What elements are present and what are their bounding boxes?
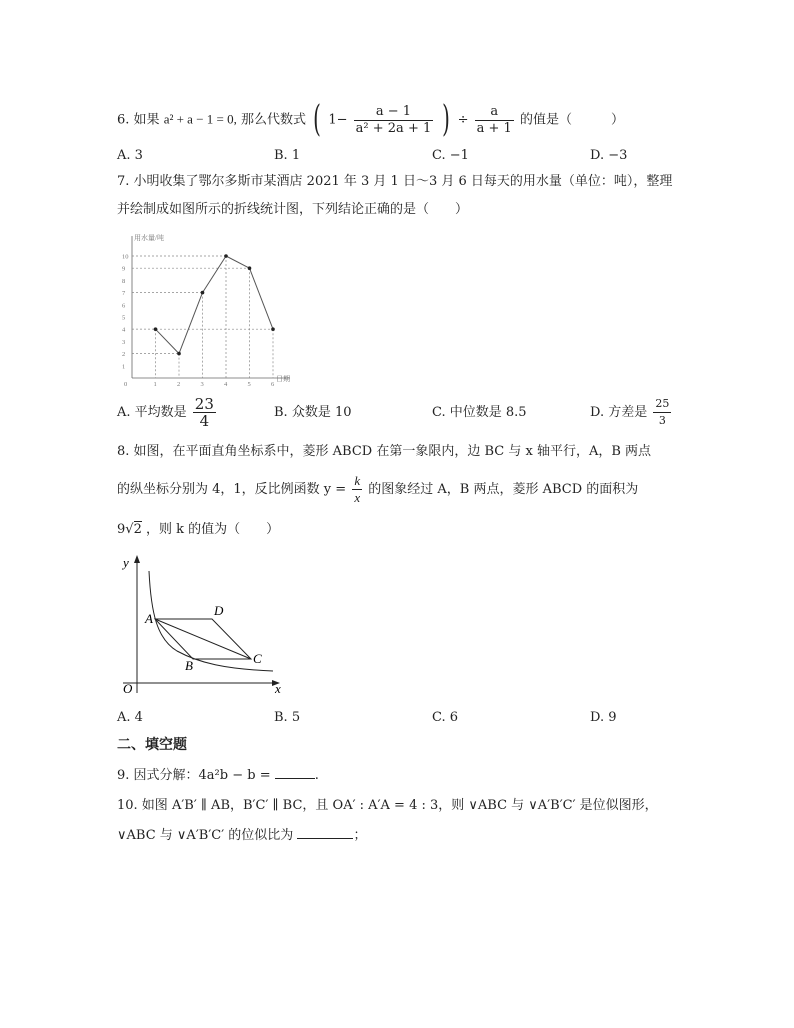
q7-option-a-numerator: 23: [194, 395, 214, 413]
q6-right-paren: ): [442, 99, 451, 140]
q10-line-2-text: ∨ABC 与 ∨A′B′C′ 的位似比为: [117, 828, 294, 843]
q6-fraction-2-denominator: a + 1: [476, 120, 512, 136]
chart-series-segment: [250, 268, 274, 329]
chart-data-point: [248, 266, 252, 270]
q8-x: x: [354, 490, 361, 505]
chart-x-tick-label: 0: [124, 381, 128, 388]
q7-option-d-fraction: [653, 396, 671, 429]
q7-option-c: C. 中位数是 8.5: [432, 405, 527, 420]
chart-series-segment: [156, 329, 180, 353]
question-6: [117, 99, 624, 140]
q8-line-2-start: 的纵坐标分别为 4，1，反比例函数 y =: [117, 482, 347, 497]
q6-option-c: C. −1: [432, 148, 469, 163]
q6-suffix: 的值是（ ）: [519, 112, 624, 128]
q7-option-d: [590, 394, 673, 432]
chart-data-point: [271, 327, 275, 331]
q6-divide: ÷: [457, 112, 469, 128]
fig-label-c: C: [253, 651, 262, 666]
q7-option-a-prefix: A. 平均数是: [117, 405, 187, 420]
q8-k-over-x: [352, 473, 362, 506]
q6-fraction-1-numerator: a − 1: [354, 104, 434, 121]
q8-line-2-end: 的图象经过 A，B 两点，菱形 ABCD 的面积为: [368, 482, 639, 497]
chart-y-tick-label: 5: [122, 314, 126, 322]
q6-condition: a² + a − 1 = 0,: [163, 111, 237, 127]
q7-option-d-denominator: 3: [658, 414, 666, 427]
chart-x-tick-label: 2: [177, 381, 181, 388]
chart-data-point: [201, 291, 205, 295]
q8-rhombus-figure: [115, 553, 290, 701]
chart-series-lines: [156, 256, 274, 354]
q7-option-a-denominator: 4: [199, 412, 210, 430]
chart-y-tick-label: 7: [122, 290, 126, 298]
chart-x-tick-label: 1: [153, 381, 157, 388]
q8-option-a: A. 4: [117, 710, 143, 725]
q9-prefix: 9. 因式分解：4a²b − b =: [117, 768, 271, 783]
chart-x-tick-label: 5: [247, 381, 251, 388]
q6-middle: 那么代数式: [241, 112, 307, 128]
q7-option-a: [117, 394, 218, 432]
fig-label-a: A: [145, 611, 153, 626]
chart-x-tick-label: 3: [200, 381, 204, 388]
chart-xlabel: 日期: [276, 375, 290, 383]
fig-label-y: y: [123, 555, 129, 570]
q7-option-d-numerator: 25: [653, 396, 671, 413]
chart-y-tick-label: 8: [122, 277, 126, 285]
question-9: [117, 766, 319, 786]
fig-diagonal-ac: [155, 619, 251, 659]
chart-series-segment: [203, 256, 227, 293]
q6-fraction-2: [475, 104, 514, 137]
q6-option-b: B. 1: [274, 148, 301, 163]
chart-series-points: [154, 254, 275, 355]
chart-x-ticks: [124, 381, 275, 388]
chart-y-tick-label: 6: [122, 302, 126, 310]
chart-x-tick-label: 4: [224, 381, 228, 388]
q10-line-2-end: ；: [353, 828, 367, 843]
chart-data-point: [177, 352, 181, 356]
q8-option-b: B. 5: [274, 710, 301, 725]
chart-data-point: [154, 327, 158, 331]
q7-line-chart: [118, 228, 300, 388]
section-heading: 二、填空题: [117, 737, 187, 753]
q6-prefix: 6. 如果: [117, 112, 160, 128]
q10-answer-blank[interactable]: [297, 826, 353, 839]
chart-y-tick-label: 2: [122, 351, 126, 359]
q8-option-d: D. 9: [590, 710, 617, 725]
chart-series-segment: [179, 293, 203, 354]
q7-option-b: B. 众数是 10: [274, 405, 352, 420]
chart-y-tick-label: 4: [122, 326, 126, 334]
q6-fraction-1: [354, 104, 434, 137]
fig-label-x: x: [275, 681, 281, 696]
q7-option-d-prefix: D. 方差是: [590, 405, 648, 420]
q8-area-coefficient: 9: [117, 522, 126, 537]
q8-line-1: 8. 如图，在平面直角坐标系中，菱形 ABCD 在第一象限内，边 BC 与 x 轴平行，A，B 两点: [117, 444, 652, 459]
chart-y-tick-label: 1: [122, 363, 126, 371]
q6-fraction-2-numerator: a: [475, 104, 514, 121]
q10-line-1: 10. 如图 A′B′ ∥ AB，B′C′ ∥ BC，且 OA′ : A′A = 4 : 3，则 ∨ABC 与 ∨A′B′C′ 是位似图形，: [117, 798, 658, 813]
q7-line-1: 7. 小明收集了鄂尔多斯市某酒店 2021 年 3 月 1 日～3 月 6 日每天的用水量（单位：吨），整理: [117, 174, 673, 189]
fig-y-arrow-icon: [134, 555, 140, 563]
q7-line-2: 并绘制成如图所示的折线统计图，下列结论正确的是（ ）: [117, 202, 469, 217]
q7-option-a-fraction: [193, 396, 216, 429]
chart-y-tick-label: 10: [122, 253, 129, 261]
chart-y-tick-label: 3: [122, 338, 126, 346]
q6-option-a: A. 3: [117, 148, 143, 163]
chart-series-segment: [226, 256, 250, 268]
chart-y-ticks: [122, 254, 129, 371]
q10-line-2: [117, 826, 366, 846]
chart-x-tick-label: 6: [271, 381, 275, 388]
q9-suffix: .: [314, 768, 319, 783]
q6-fraction-1-denominator: a² + 2a + 1: [355, 120, 432, 136]
q6-option-d: D. −3: [590, 148, 628, 163]
q8-line-3: [117, 520, 279, 540]
chart-data-point: [224, 254, 228, 258]
q9-answer-blank[interactable]: [275, 766, 315, 779]
q6-left-paren: (: [313, 99, 322, 140]
q8-option-c: C. 6: [432, 710, 459, 725]
q8-line-3-end: ，则 k 的值为（ ）: [146, 522, 280, 537]
fig-label-o: O: [123, 681, 133, 696]
sqrt-icon: √: [125, 522, 134, 537]
fig-label-d: D: [214, 603, 224, 618]
q8-area-radicand: 2: [133, 522, 142, 537]
chart-ylabel: 用水量/吨: [134, 234, 164, 242]
chart-y-tick-label: 9: [122, 265, 126, 273]
q6-one-minus: 1−: [328, 112, 348, 128]
q8-k: k: [354, 473, 361, 488]
fig-label-b: B: [185, 658, 193, 673]
q8-line-2: [117, 472, 638, 508]
